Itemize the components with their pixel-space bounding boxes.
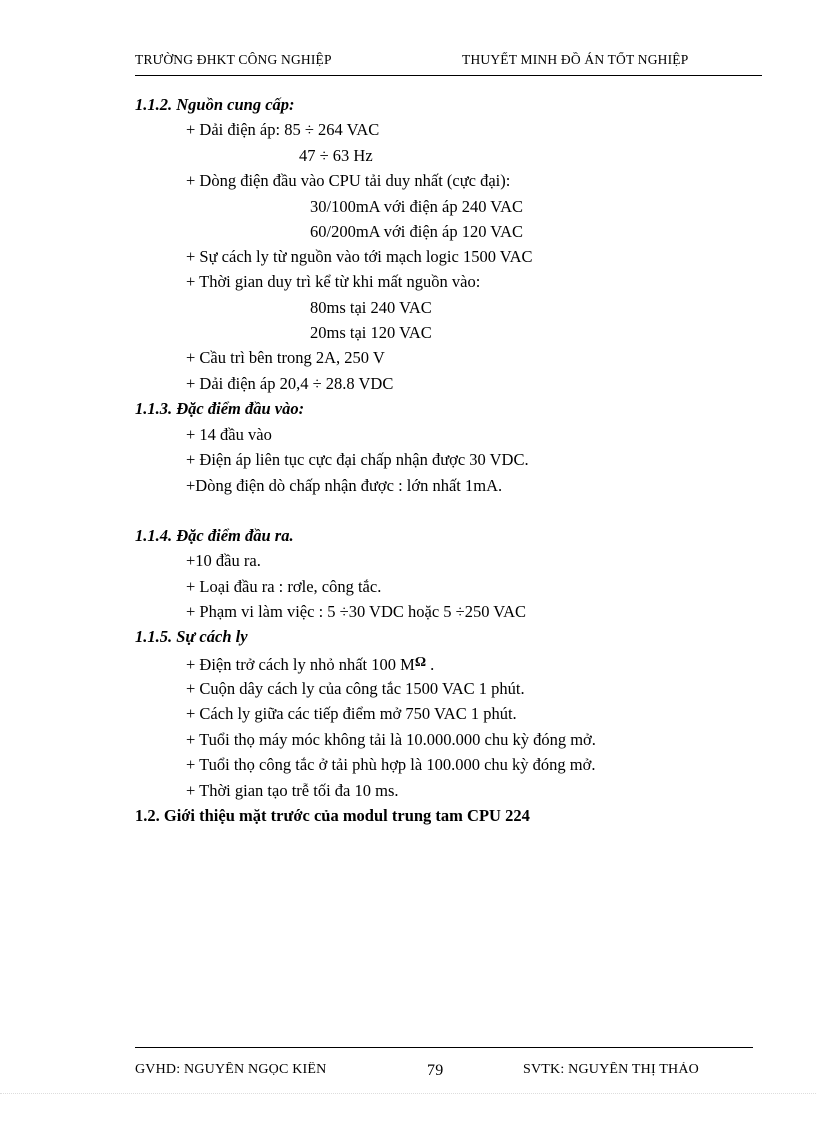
list-item: 80ms tại 240 VAC <box>310 298 432 317</box>
list-item: + Dòng điện đầu vào CPU tải duy nhất (cực đại): <box>186 171 511 190</box>
footer-rule <box>135 1047 753 1048</box>
header-left: TRƯỜNG ĐHKT CÔNG NGHIỆP <box>135 52 332 66</box>
list-item: + Cầu trì bên trong 2A, 250 V <box>186 348 385 367</box>
list-item <box>186 653 434 675</box>
list-item: + Điện áp liên tục cực đại chấp nhận được 30 VDC. <box>186 450 529 469</box>
heading-1-2: 1.2. Giới thiệu mặt trước của modul trung tam CPU 224 <box>135 806 530 825</box>
resistance-period: . <box>426 655 435 674</box>
list-item: 60/200mA với điện áp 120 VAC <box>310 222 524 241</box>
list-item: + Thời gian tạo trễ tối đa 10 ms. <box>186 781 399 800</box>
list-item: +10 đầu ra. <box>186 551 261 570</box>
list-item: +Dòng điện dò chấp nhận được : lớn nhất 1mA. <box>186 476 503 495</box>
list-item: + 14 đầu vào <box>186 425 272 444</box>
heading-1-1-3: 1.1.3. Đặc điểm đầu vào: <box>135 399 305 418</box>
list-item: + Tuổi thọ máy móc không tải là 10.000.000 chu kỳ đóng mở. <box>186 730 596 749</box>
header-rule <box>135 75 762 76</box>
list-item: + Dải điện áp: 85 ÷ 264 VAC <box>186 120 380 139</box>
list-item: 30/100mA với điện áp 240 VAC <box>310 197 524 216</box>
list-item: + Sự cách ly từ nguồn vào tới mạch logic 1500 VAC <box>186 247 533 266</box>
page-footer <box>135 1062 735 1076</box>
list-item: + Phạm vi làm việc : 5 ÷30 VDC hoặc 5 ÷250 VAC <box>186 602 526 621</box>
list-item: + Loại đầu ra : rơle, công tắc. <box>186 577 382 596</box>
list-item: 47 ÷ 63 Hz <box>299 146 373 165</box>
heading-1-1-5: 1.1.5. Sự cách ly <box>135 627 248 646</box>
page-number: 79 <box>427 1062 444 1076</box>
header-right: THUYẾT MINH ĐỒ ÁN TỐT NGHIỆP <box>462 52 689 66</box>
list-item: + Cuộn dây cách ly của công tắc 1500 VAC 1 phút. <box>186 679 525 698</box>
heading-1-1-4: 1.1.4. Đặc điểm đầu ra. <box>135 526 294 545</box>
heading-1-1-2: 1.1.2. Nguồn cung cấp: <box>135 95 295 114</box>
list-item: + Tuổi thọ công tắc ở tải phù hợp là 100.000 chu kỳ đóng mở. <box>186 755 596 774</box>
footer-supervisor: GVHD: NGUYỄN NGỌC KIÊN <box>135 1062 327 1076</box>
footer-student: SVTK: NGUYỄN THỊ THẢO <box>523 1062 699 1076</box>
list-item: + Dải điện áp 20,4 ÷ 28.8 VDC <box>186 374 394 393</box>
list-item: + Cách ly giữa các tiếp điểm mở 750 VAC 1 phút. <box>186 704 517 723</box>
page-header <box>135 52 733 66</box>
ohm-symbol: Ω <box>414 655 427 670</box>
resistance-text: + Điện trở cách ly nhỏ nhất 100 M <box>186 655 415 674</box>
list-item: + Thời gian duy trì kể từ khi mất nguồn vào: <box>186 272 481 291</box>
list-item: 20ms tại 120 VAC <box>310 323 432 342</box>
page-edge-divider <box>0 1093 816 1094</box>
